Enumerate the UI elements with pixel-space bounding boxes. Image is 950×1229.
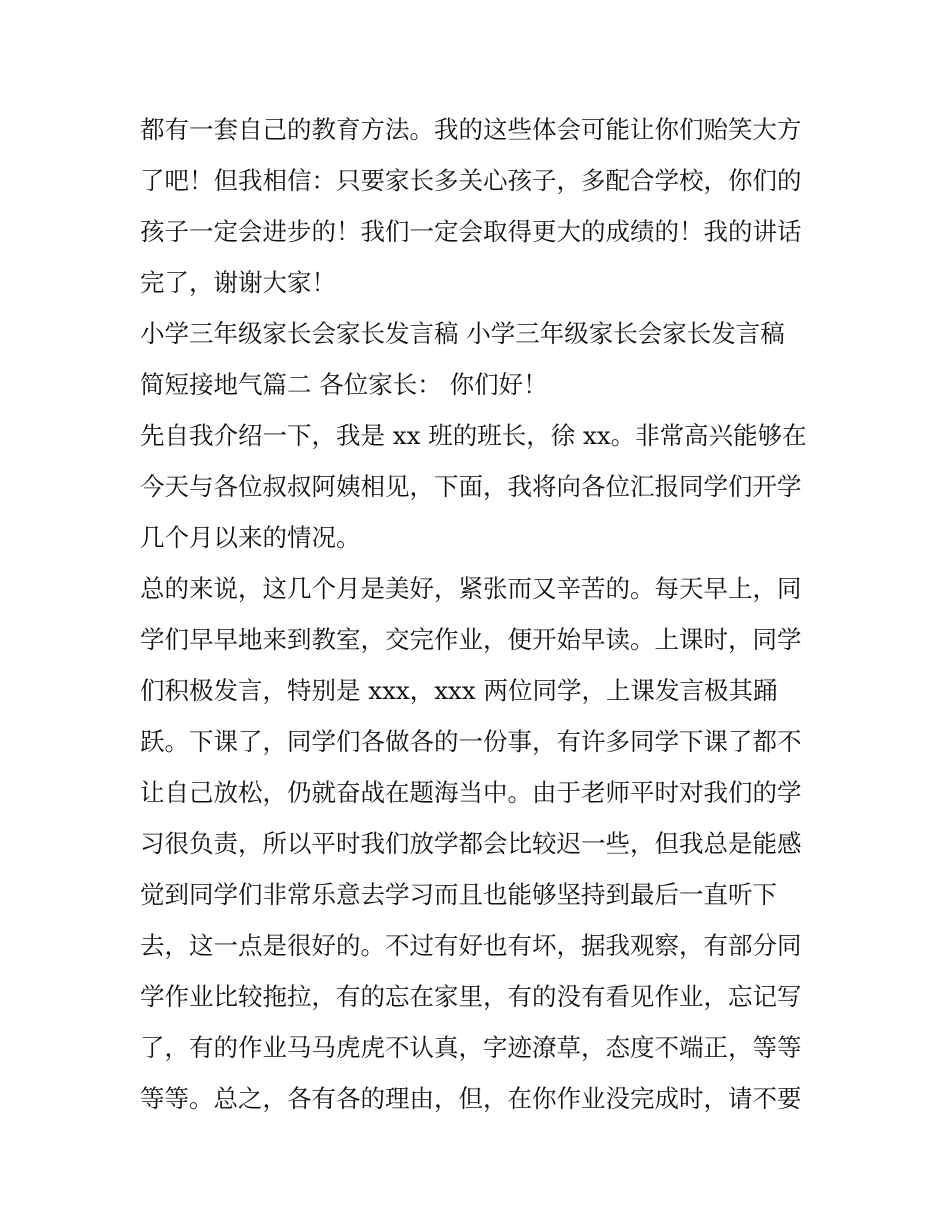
text-line: 孩子一定会进步的！我们一定会取得更大的成绩的！我的讲话	[140, 217, 802, 246]
text-line: 学作业比较拖拉，有的忘在家里，有的没有看见作业，忘记写	[140, 982, 802, 1011]
text-line: 了吧！但我相信：只要家长多关心孩子，多配合学校，你们的	[140, 166, 802, 195]
text-line: 等等。总之，各有各的理由，但，在你作业没完成时，请不要	[140, 1084, 802, 1113]
text-line: 了，有的作业马马虎虎不认真，字迹潦草，态度不端正，等等	[140, 1033, 802, 1062]
text-line: 们积极发言，特别是 xxx，xxx 两位同学，上课发言极其踊	[140, 676, 778, 705]
text-line: 总的来说，这几个月是美好，紧张而又辛苦的。每天早上，同	[140, 574, 802, 603]
section-heading-line: 小学三年级家长会家长发言稿 小学三年级家长会家长发言稿	[140, 319, 785, 348]
text-line: 习很负责，所以平时我们放学都会比较迟一些，但我总是能感	[140, 829, 802, 858]
text-line: 完了，谢谢大家！	[140, 268, 336, 297]
text-line: 先自我介绍一下，我是 xx 班的班长，徐 xx。非常高兴能够在	[140, 421, 807, 450]
text-line: 都有一套自己的教育方法。我的这些体会可能让你们贻笑大方	[140, 115, 802, 144]
section-heading-line: 简短接地气篇二 各位家长： 你们好！	[140, 370, 548, 399]
text-line: 觉到同学们非常乐意去学习而且也能够坚持到最后一直听下	[140, 880, 777, 909]
document-body	[140, 104, 830, 1124]
text-line: 让自己放松，仍就奋战在题海当中。由于老师平时对我们的学	[140, 778, 802, 807]
text-line: 学们早早地来到教室，交完作业，便开始早读。上课时，同学	[140, 625, 802, 654]
text-line: 去，这一点是很好的。不过有好也有坏，据我观察，有部分同	[140, 931, 802, 960]
text-line: 跃。下课了，同学们各做各的一份事，有许多同学下课了都不	[140, 727, 802, 756]
text-line: 几个月以来的情况。	[140, 523, 361, 552]
text-line: 今天与各位叔叔阿姨相见，下面，我将向各位汇报同学们开学	[140, 472, 802, 501]
